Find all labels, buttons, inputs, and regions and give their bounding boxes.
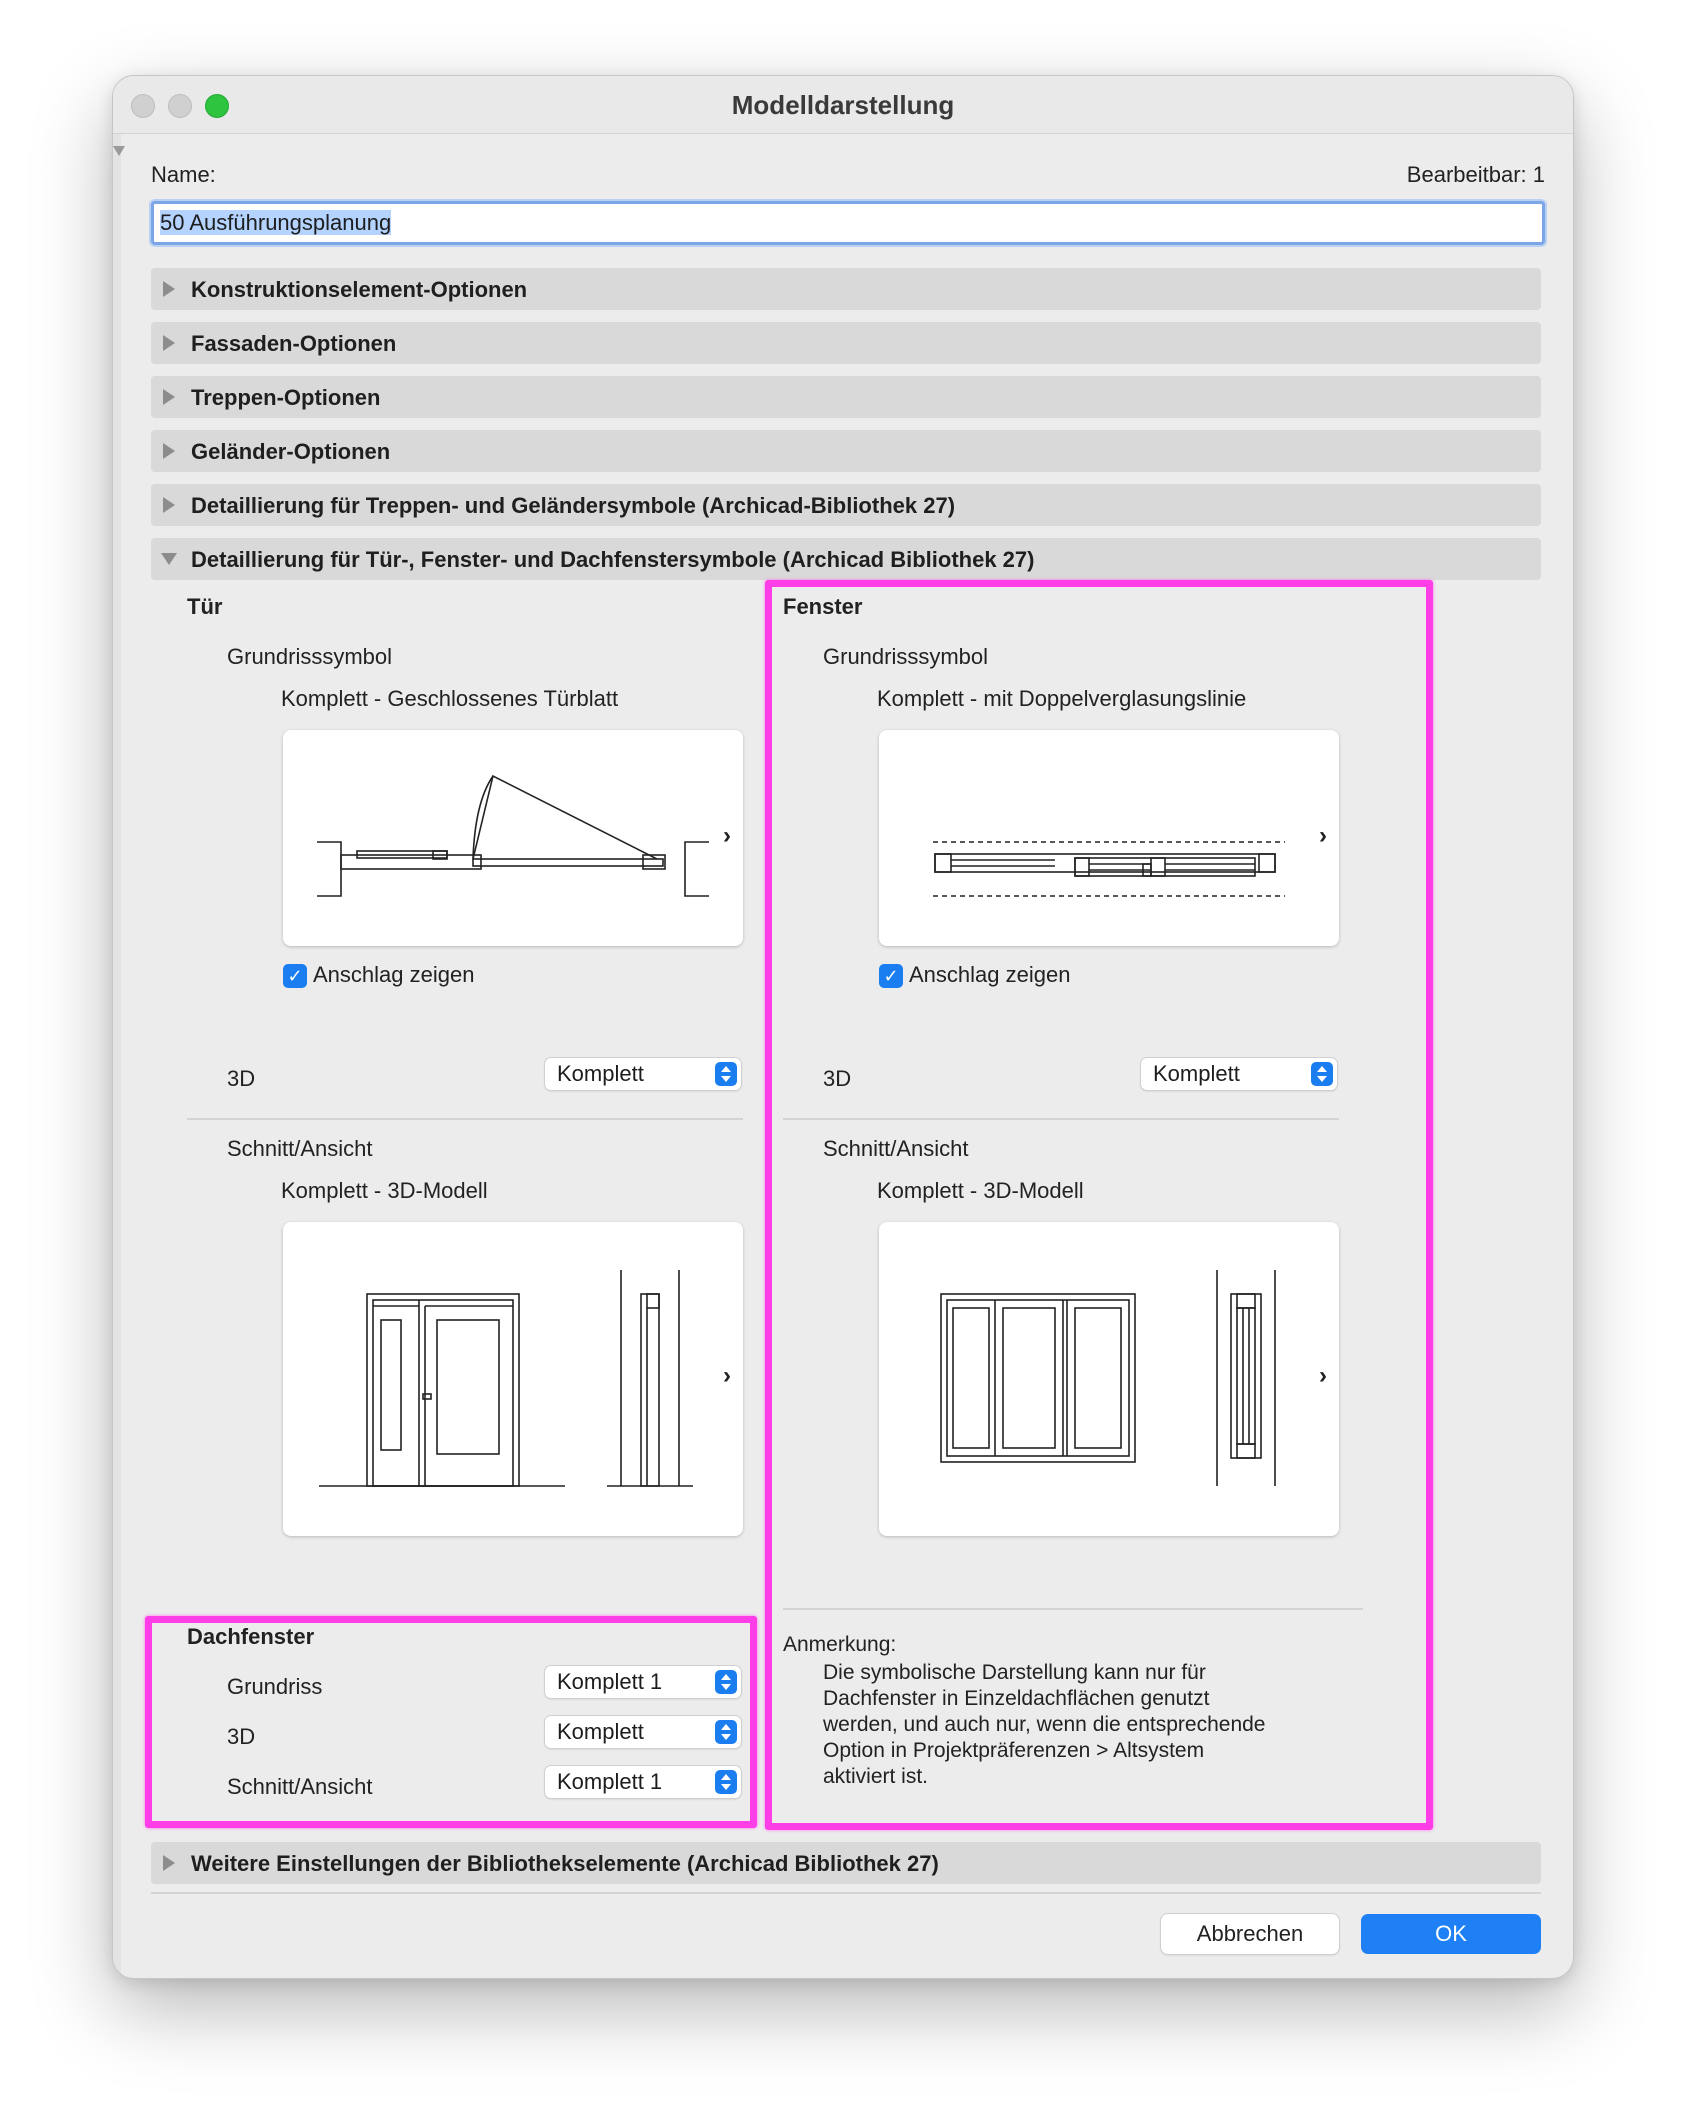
window-floor-symbol-label: Grundrisssymbol — [823, 644, 989, 669]
name-label: Name: — [151, 162, 216, 187]
door-3d-label: 3D — [227, 1066, 256, 1091]
door-3d-select-value: Komplett — [557, 1061, 644, 1086]
section-label: Konstruktionselement-Optionen — [191, 277, 528, 302]
door-show-swing-label: Anschlag zeigen — [313, 962, 475, 987]
left-strip — [113, 134, 121, 1979]
door-section-preview[interactable] — [283, 1222, 743, 1536]
name-input[interactable] — [151, 201, 1545, 245]
door-heading: Tür — [187, 594, 223, 619]
skylight-heading: Dachfenster — [187, 1624, 315, 1649]
chevron-right-icon[interactable]: › — [723, 822, 731, 849]
section-construction-options[interactable] — [151, 268, 1541, 310]
ok-button[interactable]: OK — [1361, 1914, 1541, 1954]
window-floor-symbol-value: Komplett - mit Doppelverglasungslinie — [877, 686, 1247, 711]
window-title: Modelldarstellung — [731, 90, 955, 120]
door-floor-symbol-label: Grundrisssymbol — [227, 644, 393, 669]
editable-label: Bearbeitbar: 1 — [1406, 162, 1545, 187]
section-door-window-detailing[interactable] — [151, 538, 1541, 580]
section-label: Weitere Einstellungen der Bibliothekselemente (Archicad Bibliothek 27) — [191, 1851, 939, 1876]
door-floor-symbol-value: Komplett - Geschlossenes Türblatt — [281, 686, 619, 711]
stepper-icon — [715, 1062, 737, 1086]
disclosure-triangle-icon — [163, 335, 175, 351]
section-label: Detaillierung für Treppen- und Geländersymbole (Archicad-Bibliothek 27) — [191, 493, 956, 518]
annotation-box-window — [765, 580, 1433, 1830]
door-section-label: Schnitt/Ansicht — [227, 1136, 373, 1161]
door-divider — [187, 1118, 743, 1120]
note-line: werden, und auch nur, wenn die entsprechende — [823, 1713, 1266, 1736]
note-line: Die symbolische Darstellung kann nur für — [823, 1661, 1206, 1684]
door-section-value: Komplett - 3D-Modell — [281, 1178, 488, 1203]
skylight-floor-select-value: Komplett 1 — [557, 1669, 663, 1694]
disclosure-triangle-icon — [163, 281, 175, 297]
note-line: Option in Projektpräferenzen > Altsystem — [823, 1739, 1205, 1762]
skylight-3d-select-value: Komplett — [557, 1719, 644, 1744]
chevron-right-icon[interactable]: › — [1319, 822, 1327, 849]
title-bar — [113, 76, 1573, 134]
section-library-settings[interactable] — [151, 1842, 1541, 1884]
note-line: aktiviert ist. — [823, 1765, 929, 1788]
section-label: Detaillierung für Tür-, Fenster- und Dachfenstersymbole (Archicad Bibliothek 27) — [191, 547, 1035, 572]
collapse-triangle-icon[interactable] — [113, 146, 125, 156]
door-3d-select[interactable] — [545, 1058, 741, 1090]
skylight-3d-label: 3D — [227, 1724, 256, 1749]
section-stair-options[interactable] — [151, 376, 1541, 418]
section-facade-options[interactable] — [151, 322, 1541, 364]
disclosure-triangle-icon — [163, 443, 175, 459]
skylight-floor-label: Grundriss — [227, 1674, 323, 1699]
window-3d-select-value: Komplett — [1153, 1061, 1240, 1086]
chevron-right-icon[interactable]: › — [1319, 1362, 1327, 1389]
cancel-button[interactable]: Abbrechen — [1161, 1914, 1339, 1954]
disclosure-triangle-icon — [163, 389, 175, 405]
disclosure-triangle-icon — [163, 497, 175, 513]
footer-divider — [151, 1892, 1541, 1894]
window-show-swing-label: Anschlag zeigen — [909, 962, 1071, 987]
name-input-value: 50 Ausführungsplanung — [160, 210, 392, 235]
door-show-swing-checkbox[interactable]: ✓ — [283, 964, 307, 988]
door-plan-drawing — [283, 730, 743, 946]
disclosure-triangle-open-icon — [161, 553, 177, 565]
section-stair-railing-detailing[interactable] — [151, 484, 1541, 526]
annotation-box-skylight — [145, 1616, 757, 1828]
door-elevation-drawing — [283, 1222, 743, 1536]
section-label: Fassaden-Optionen — [191, 331, 397, 356]
dialog-window — [112, 75, 1574, 1979]
section-label: Geländer-Optionen — [191, 439, 391, 464]
door-floor-preview[interactable] — [283, 730, 743, 946]
skylight-section-label: Schnitt/Ansicht — [227, 1774, 373, 1799]
note-label: Anmerkung: — [783, 1633, 897, 1656]
window-heading: Fenster — [783, 594, 863, 619]
disclosure-triangle-icon — [163, 1855, 175, 1871]
window-3d-label: 3D — [823, 1066, 852, 1091]
chevron-right-icon[interactable]: › — [723, 1362, 731, 1389]
section-railing-options[interactable] — [151, 430, 1541, 472]
section-label: Treppen-Optionen — [191, 385, 381, 410]
skylight-section-select-value: Komplett 1 — [557, 1769, 663, 1794]
window-section-label: Schnitt/Ansicht — [823, 1136, 969, 1161]
window-show-swing-checkbox[interactable]: ✓ — [879, 964, 903, 988]
window-section-value: Komplett - 3D-Modell — [877, 1178, 1084, 1203]
note-line: Dachfenster in Einzeldachflächen genutzt — [823, 1687, 1210, 1710]
